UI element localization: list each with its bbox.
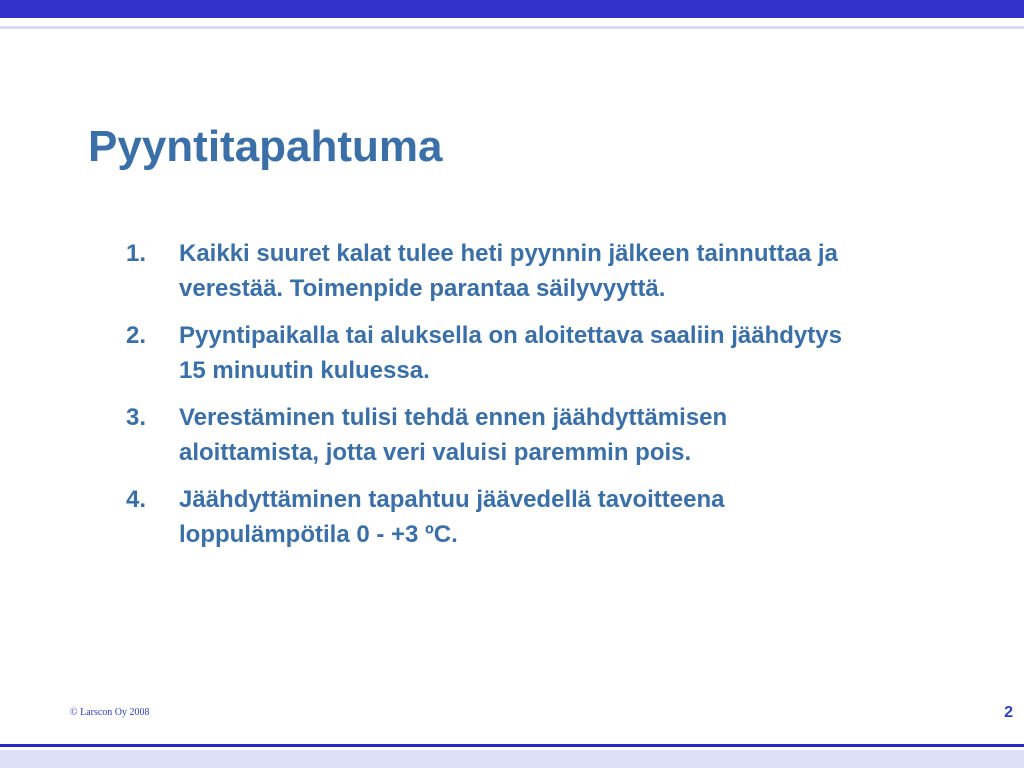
copyright-notice: © Larscon Oy 2008 <box>70 707 150 718</box>
bottom-decorative-line <box>0 744 1024 747</box>
list-item-text: Kaikki suuret kalat tulee heti pyynnin jälkeen tainnuttaa ja verestää. Toimenpide parantaa säilyvyyttä. <box>179 240 838 302</box>
list-item-text: Verestäminen tulisi tehdä ennen jäähdyttämisen aloittamista, jotta veri valuisi paremmin pois. <box>179 404 728 466</box>
list-item-text: Jäähdyttäminen tapahtuu jäävedellä tavoitteena loppulämpötila 0 - +3 ºC. <box>179 486 725 548</box>
numbered-list <box>126 236 846 564</box>
list-item-number: 1. <box>126 240 147 267</box>
list-item <box>126 482 846 552</box>
page-number: 2 <box>1004 704 1013 721</box>
list-item <box>126 318 846 388</box>
list-item-number: 3. <box>126 404 147 431</box>
slide-title: Pyyntitapahtuma <box>88 122 443 171</box>
list-item-text: Pyyntipaikalla tai aluksella on aloitettava saaliin jäähdytys 15 minuutin kuluessa. <box>179 322 842 384</box>
list-item-number: 2. <box>126 322 147 349</box>
top-decorative-line <box>0 26 1024 29</box>
list-item <box>126 236 846 306</box>
list-item-number: 4. <box>126 486 147 513</box>
top-decorative-band <box>0 0 1024 18</box>
bottom-decorative-band <box>0 750 1024 768</box>
list-item <box>126 400 846 470</box>
